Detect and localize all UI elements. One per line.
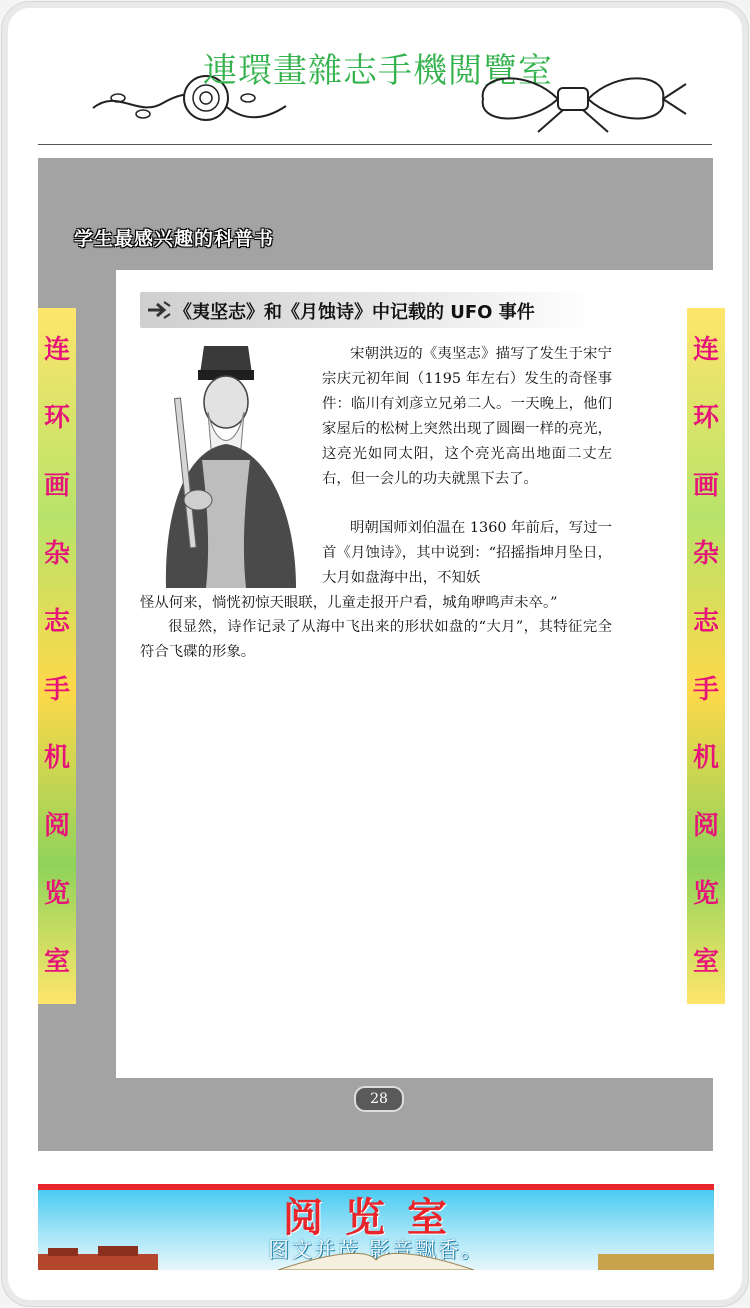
ribbon-bow-decoration-icon xyxy=(458,64,688,134)
article-page xyxy=(116,270,713,1078)
banner-title: 阅览室 xyxy=(283,1195,469,1241)
side-banner-text-right: 连 环 画 杂 志 手 机 阅 览 室 xyxy=(692,335,719,977)
page-frame xyxy=(8,8,742,1300)
liu-bowen-portrait-illustration xyxy=(136,340,316,588)
side-banner-right xyxy=(687,308,725,1004)
paragraph-poem-continued: 怪从何来，惝恍初惊天眼联，儿童走报开户看，城角咿鸣声未卒。” xyxy=(140,595,558,611)
article-title-bar xyxy=(140,292,596,328)
paragraph-yijianzhi: 宋朝洪迈的《夷坚志》描写了发生于宋宁宗庆元初年间（1195 年左右）发生的奇怪事件：临川有刘彦立兄弟二人。一天晚上，他们家屋后的松树上突然出现了圆圈一样的亮光，这亮光如同太阳，这个亮光高出地面二丈左右，但一会儿的功夫就黑下去了。 xyxy=(322,346,612,487)
arrow-icon xyxy=(146,300,172,320)
header-divider xyxy=(38,144,712,145)
content-area xyxy=(38,158,713,1151)
header-title: 連環畫雜志手機閲覽室 xyxy=(203,51,553,91)
banner-subtitle: 图文并茂,影音飘香。 xyxy=(268,1238,484,1262)
section-label: 学生最感兴趣的科普书 xyxy=(74,228,275,250)
side-banner-text-left: 连 环 画 杂 志 手 机 阅 览 室 xyxy=(43,335,70,977)
open-book-building-decoration-icon xyxy=(38,1246,714,1270)
paragraph-yueshishi: 明朝国师刘伯温在 1360 年前后，写过一首《月蚀诗》，其中说到：“招摇指坤月坠日，大月如盘海中出，不知妖 xyxy=(322,520,612,586)
article-title: 《夷坚志》和《月蚀诗》中记载的 UFO 事件 xyxy=(174,302,535,323)
page-number-badge: 28 xyxy=(354,1086,404,1112)
side-banner-left xyxy=(38,308,76,1004)
header xyxy=(8,8,742,148)
reading-room-banner[interactable] xyxy=(38,1184,714,1270)
paragraph-conclusion: 很显然，诗作记录了从海中飞出来的形状如盘的“大月”，其特征完全符合飞碟的形象。 xyxy=(140,619,612,660)
